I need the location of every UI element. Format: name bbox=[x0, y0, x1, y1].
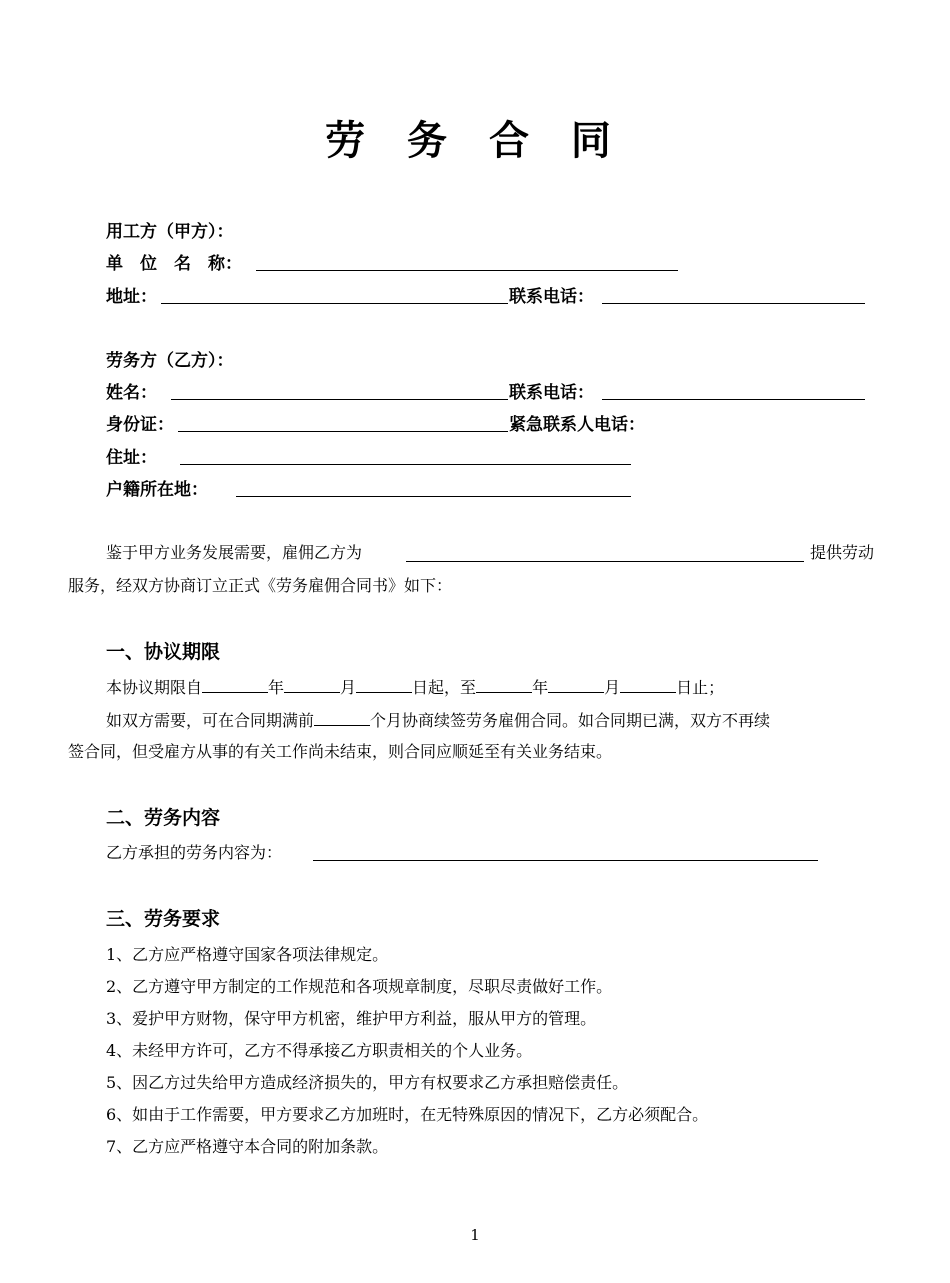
start-year-field[interactable] bbox=[202, 674, 268, 693]
section3-heading: 三、劳务要求 bbox=[106, 908, 221, 930]
party-b-name-label: 姓名： bbox=[106, 383, 157, 403]
requirement-item: 5、因乙方过失给甲方造成经济损失的，甲方有权要求乙方承担赔偿责任。 bbox=[106, 1073, 629, 1092]
document-title: 劳 务 合 同 bbox=[325, 118, 625, 164]
intro-line2: 服务，经双方协商订立正式《劳务雇佣合同书》如下： bbox=[68, 576, 453, 595]
intro-line1-start: 鉴于甲方业务发展需要，雇佣乙方为 bbox=[106, 543, 363, 562]
party-a-address-label: 地址： bbox=[106, 287, 157, 307]
section2-heading: 二、劳务内容 bbox=[106, 807, 221, 829]
intro-line1-end: 提供劳动 bbox=[810, 543, 875, 562]
requirement-item: 3、爱护甲方财物，保守甲方机密，维护甲方利益，服从甲方的管理。 bbox=[106, 1009, 597, 1028]
party-a-phone-label: 联系电话： bbox=[509, 287, 594, 307]
end-day-unit: 日止； bbox=[676, 678, 725, 697]
party-a-heading: 用工方（甲方）： bbox=[106, 222, 234, 242]
start-month-field[interactable] bbox=[284, 674, 340, 693]
page-number: 1 bbox=[470, 1226, 480, 1244]
party-b-id-field[interactable] bbox=[178, 431, 508, 432]
party-b-heading: 劳务方（乙方）： bbox=[106, 351, 234, 371]
start-year-unit: 年 bbox=[268, 678, 285, 697]
unit-name-label: 单 位 名 称： bbox=[106, 254, 242, 274]
unit-name-field[interactable] bbox=[256, 270, 678, 271]
end-month-field[interactable] bbox=[548, 674, 604, 693]
party-b-phone-field[interactable] bbox=[602, 399, 865, 400]
party-b-residence-field[interactable] bbox=[180, 464, 631, 465]
household-label: 户籍所在地： bbox=[106, 480, 208, 500]
party-b-id-label: 身份证： bbox=[106, 415, 174, 435]
requirement-item: 1、乙方应严格遵守国家各项法律规定。 bbox=[106, 945, 389, 964]
term-line bbox=[106, 674, 724, 700]
emergency-phone-label: 紧急联系人电话： bbox=[509, 415, 645, 435]
renew-line1 bbox=[106, 707, 770, 733]
service-content-label: 乙方承担的劳务内容为： bbox=[106, 843, 283, 862]
party-a-address-field[interactable] bbox=[161, 303, 508, 304]
requirement-item: 7、乙方应严格遵守本合同的附加条款。 bbox=[106, 1137, 389, 1156]
party-a-phone-field[interactable] bbox=[602, 303, 865, 304]
start-day-field[interactable] bbox=[356, 674, 412, 693]
requirement-item: 2、乙方遵守甲方制定的工作规范和各项规章制度，尽职尽责做好工作。 bbox=[106, 977, 613, 996]
end-day-field[interactable] bbox=[620, 674, 676, 693]
service-content-field[interactable] bbox=[313, 860, 818, 861]
household-field[interactable] bbox=[236, 496, 631, 497]
party-b-name-field[interactable] bbox=[171, 399, 508, 400]
renew-suffix: 个月协商续签劳务雇佣合同。如合同期已满，双方不再续 bbox=[370, 711, 771, 730]
renew-line2: 签合同，但受雇方从事的有关工作尚未结束，则合同应顺延至有关业务结束。 bbox=[68, 742, 613, 761]
service-for-field[interactable] bbox=[406, 561, 804, 562]
requirement-item: 4、未经甲方许可，乙方不得承接乙方职责相关的个人业务。 bbox=[106, 1041, 533, 1060]
start-day-unit: 日起，至 bbox=[412, 678, 477, 697]
renew-months-field[interactable] bbox=[314, 707, 370, 726]
party-b-phone-label: 联系电话： bbox=[509, 383, 594, 403]
renew-prefix: 如双方需要，可在合同期满前 bbox=[106, 711, 315, 730]
end-year-unit: 年 bbox=[532, 678, 549, 697]
term-prefix: 本协议期限自 bbox=[106, 678, 203, 697]
start-month-unit: 月 bbox=[340, 678, 357, 697]
party-b-residence-label: 住址： bbox=[106, 448, 157, 468]
end-year-field[interactable] bbox=[476, 674, 532, 693]
section1-heading: 一、协议期限 bbox=[106, 641, 221, 663]
end-month-unit: 月 bbox=[604, 678, 621, 697]
requirement-item: 6、如由于工作需要，甲方要求乙方加班时，在无特殊原因的情况下，乙方必须配合。 bbox=[106, 1105, 709, 1124]
